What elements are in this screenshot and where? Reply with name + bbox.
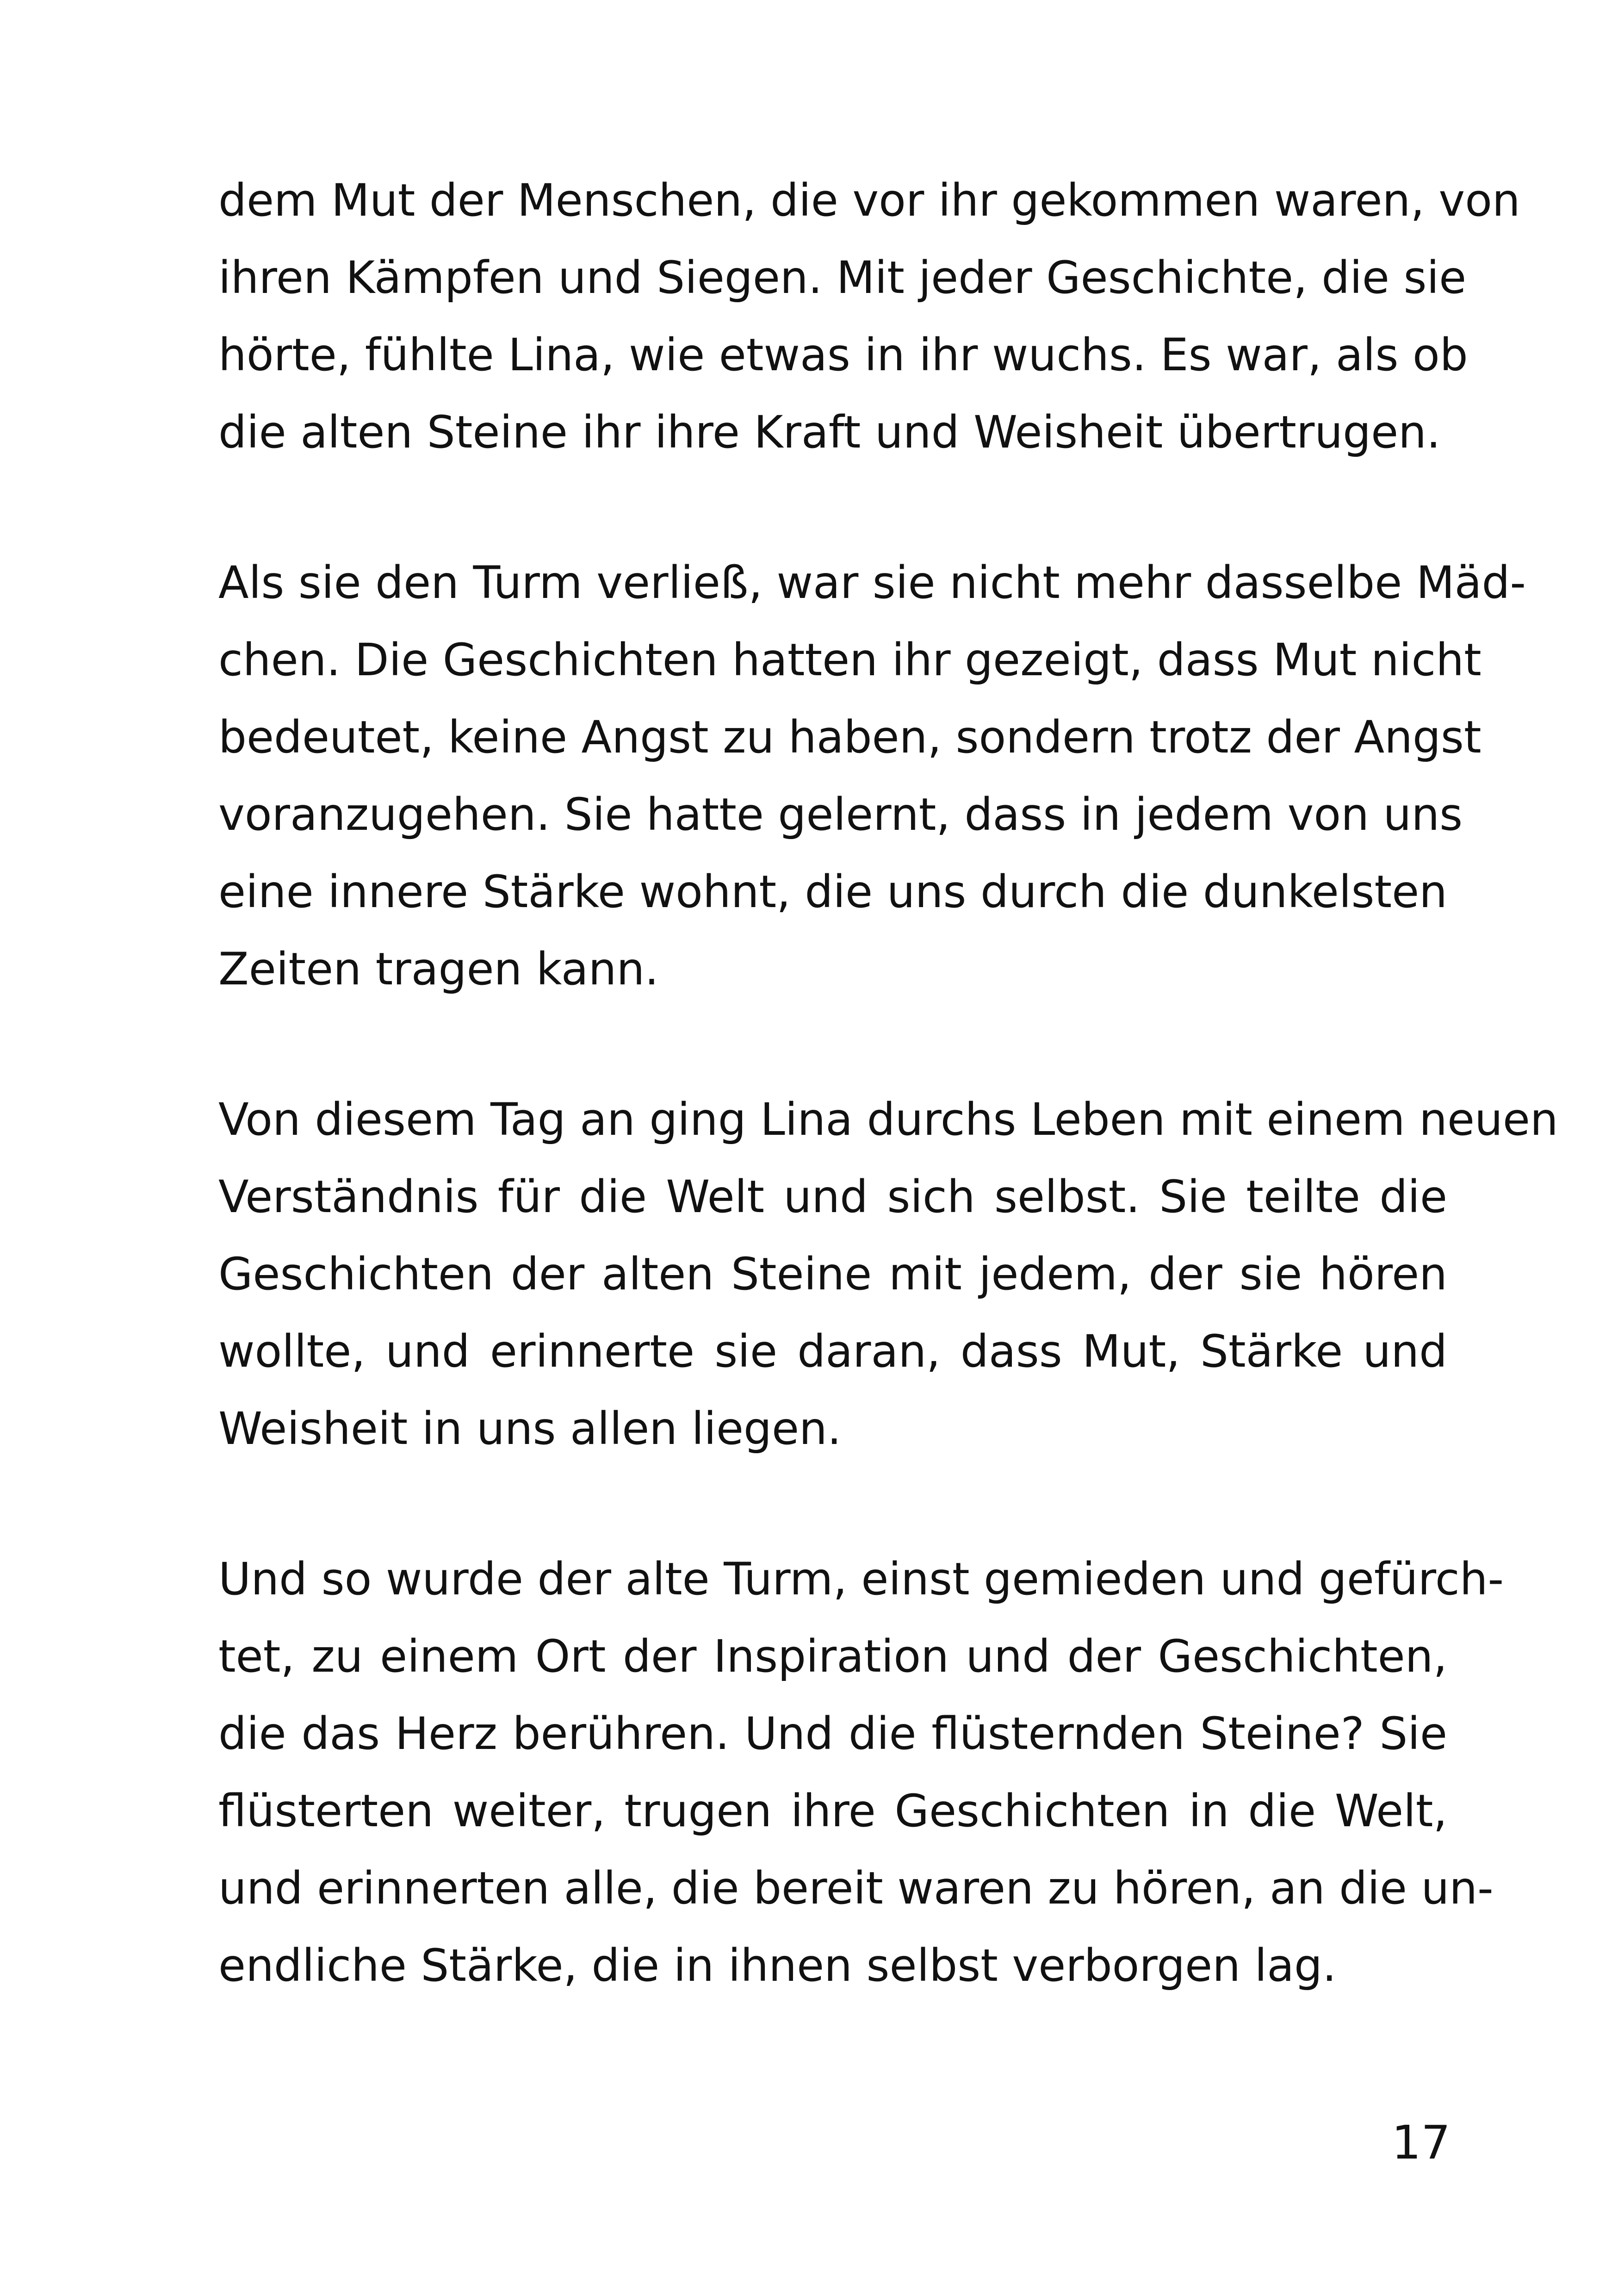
text-line: tet, zu einem Ort der Inspiration und der Geschichten, bbox=[218, 1630, 1447, 1682]
text-line: Geschichten der alten Steine mit jedem, der sie hören bbox=[218, 1248, 1447, 1300]
paragraph-3 bbox=[218, 1081, 1558, 1468]
text-line: wollte, und erinnerte sie daran, dass Mut, Stärke und bbox=[218, 1325, 1447, 1377]
text-line: chen. Die Geschichten hatten ihr gezeigt, dass Mut nicht bbox=[218, 634, 1482, 686]
text-line: flüsterten weiter, trugen ihre Geschichten in die Welt, bbox=[218, 1785, 1447, 1837]
text-line: Und so wurde der alte Turm, einst gemieden und gefürch- bbox=[218, 1553, 1504, 1605]
text-line: dem Mut der Menschen, die vor ihr gekommen waren, von bbox=[218, 174, 1520, 226]
text-line: Zeiten tragen kann. bbox=[218, 943, 659, 995]
text-line: ihren Kämpfen und Siegen. Mit jeder Geschichte, die sie bbox=[218, 252, 1467, 304]
text-line: Verständnis für die Welt und sich selbst. Sie teilte die bbox=[218, 1171, 1447, 1223]
text-line: Als sie den Turm verließ, war sie nicht mehr dasselbe Mäd- bbox=[218, 557, 1526, 609]
text-line: die das Herz berühren. Und die flüsternden Steine? Sie bbox=[218, 1708, 1447, 1760]
text-line: Weisheit in uns allen liegen. bbox=[218, 1403, 842, 1455]
text-line: endliche Stärke, die in ihnen selbst verborgen lag. bbox=[218, 1940, 1337, 1991]
paragraph-1 bbox=[218, 162, 1520, 471]
text-line: bedeutet, keine Angst zu haben, sondern trotz der Angst bbox=[218, 711, 1482, 763]
page-number: 17 bbox=[1391, 2116, 1451, 2170]
text-line: die alten Steine ihr ihre Kraft und Weisheit übertrugen. bbox=[218, 406, 1441, 458]
paragraph-4 bbox=[218, 1541, 1504, 2004]
body-text bbox=[218, 162, 1558, 2078]
text-line: eine innere Stärke wohnt, die uns durch die dunkelsten bbox=[218, 866, 1447, 918]
text-line: und erinnerten alle, die bereit waren zu hören, an die un- bbox=[218, 1862, 1494, 1914]
text-line: hörte, fühlte Lina, wie etwas in ihr wuchs. Es war, als ob bbox=[218, 329, 1468, 381]
text-line: voranzugehen. Sie hatte gelernt, dass in jedem von uns bbox=[218, 789, 1463, 840]
paragraph-2 bbox=[218, 544, 1526, 1008]
text-line: Von diesem Tag an ging Lina durchs Leben mit einem neuen bbox=[218, 1094, 1558, 1145]
